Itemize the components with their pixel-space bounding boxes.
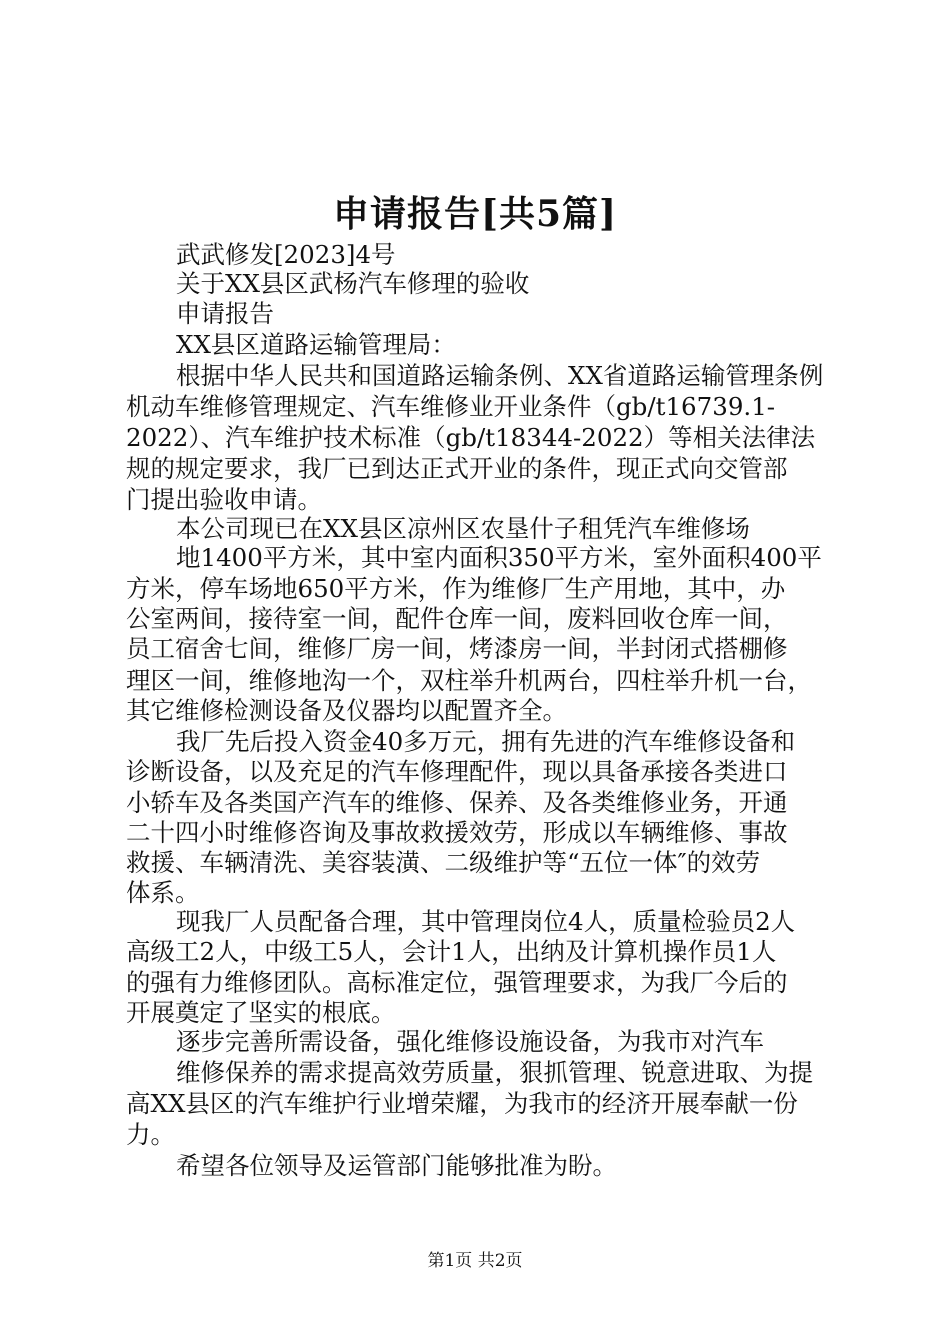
paragraph-line: 高级工2人，中级工5人，会计1人，出纳及计算机操作员1人 xyxy=(126,937,777,966)
paragraph-line: 机动车维修管理规定、汽车维修业开业条件（gb/t16739.1- xyxy=(126,392,776,421)
paragraph-line: 开展奠定了坚实的根底。 xyxy=(126,998,396,1027)
paragraph-line: 逐步完善所需设备，强化维修设施设备，为我市对汽车 xyxy=(176,1027,764,1056)
paragraph-line: 维修保养的需求提高效劳质量，狠抓管理、锐意进取、为提 xyxy=(176,1058,813,1087)
paragraph-line: 规的规定要求，我厂已到达正式开业的条件，现正式向交管部 xyxy=(126,454,788,483)
subject-line-cont: 申请报告 xyxy=(176,299,274,328)
doc-number-line: 武武修发[2023]4号 xyxy=(176,240,396,269)
paragraph-line: 的强有力维修团队。高标准定位，强管理要求，为我厂今后的 xyxy=(126,968,788,997)
paragraph-line: 现我厂人员配备合理，其中管理岗位4人，质量检验员2人 xyxy=(176,907,796,936)
paragraph-line: 方米，停车场地650平方米，作为维修厂生产用地，其中，办 xyxy=(126,574,786,603)
document-title: 申请报告[共5篇] xyxy=(332,193,618,235)
paragraph-line: 诊断设备，以及充足的汽车修理配件，现以具备承接各类进口 xyxy=(126,757,788,786)
addressee-line: XX县区道路运输管理局： xyxy=(176,330,456,359)
paragraph-line: 救援、车辆清洗、美容装潢、二级维护等“五位一体″的效劳 xyxy=(126,848,761,877)
paragraph-line: 2022）、汽车维护技术标准（gb/t18344-2022）等相关法律法 xyxy=(126,423,816,452)
paragraph-line: 根据中华人民共和国道路运输条例、XX省道路运输管理条例 xyxy=(176,361,824,390)
paragraph-line: 地1400平方米，其中室内面积350平方米，室外面积400平 xyxy=(176,543,822,572)
paragraph-line: 门提出验收申请。 xyxy=(126,485,322,514)
paragraph-line: 其它维修检测设备及仪器均以配置齐全。 xyxy=(126,696,567,725)
paragraph-line: 体系。 xyxy=(126,878,200,907)
paragraph-line: 我厂先后投入资金40多万元，拥有先进的汽车维修设备和 xyxy=(176,727,796,756)
paragraph-line: 本公司现已在XX县区凉州区农垦什子租凭汽车维修场 xyxy=(176,514,750,543)
paragraph-line: 员工宿舍七间，维修厂房一间，烤漆房一间，半封闭式搭棚修 xyxy=(126,634,788,663)
page-number: 第1页 共2页 xyxy=(427,1251,523,1271)
paragraph-line: 二十四小时维修咨询及事故救援效劳，形成以车辆维修、事故 xyxy=(126,818,788,847)
paragraph-line: 高XX县区的汽车维护行业增荣耀，为我市的经济开展奉献一份 xyxy=(126,1089,798,1118)
subject-line: 关于XX县区武杨汽车修理的验收 xyxy=(176,269,530,298)
paragraph-line: 理区一间，维修地沟一个，双柱举升机两台，四柱举升机一台， xyxy=(126,666,812,695)
paragraph-line: 小轿车及各类国产汽车的维修、保养、及各类维修业务，开通 xyxy=(126,788,788,817)
paragraph-line: 力。 xyxy=(126,1120,175,1149)
paragraph-line: 公室两间，接待室一间，配件仓库一间，废料回收仓库一间， xyxy=(126,604,788,633)
closing-line: 希望各位领导及运管部门能够批准为盼。 xyxy=(176,1151,617,1180)
